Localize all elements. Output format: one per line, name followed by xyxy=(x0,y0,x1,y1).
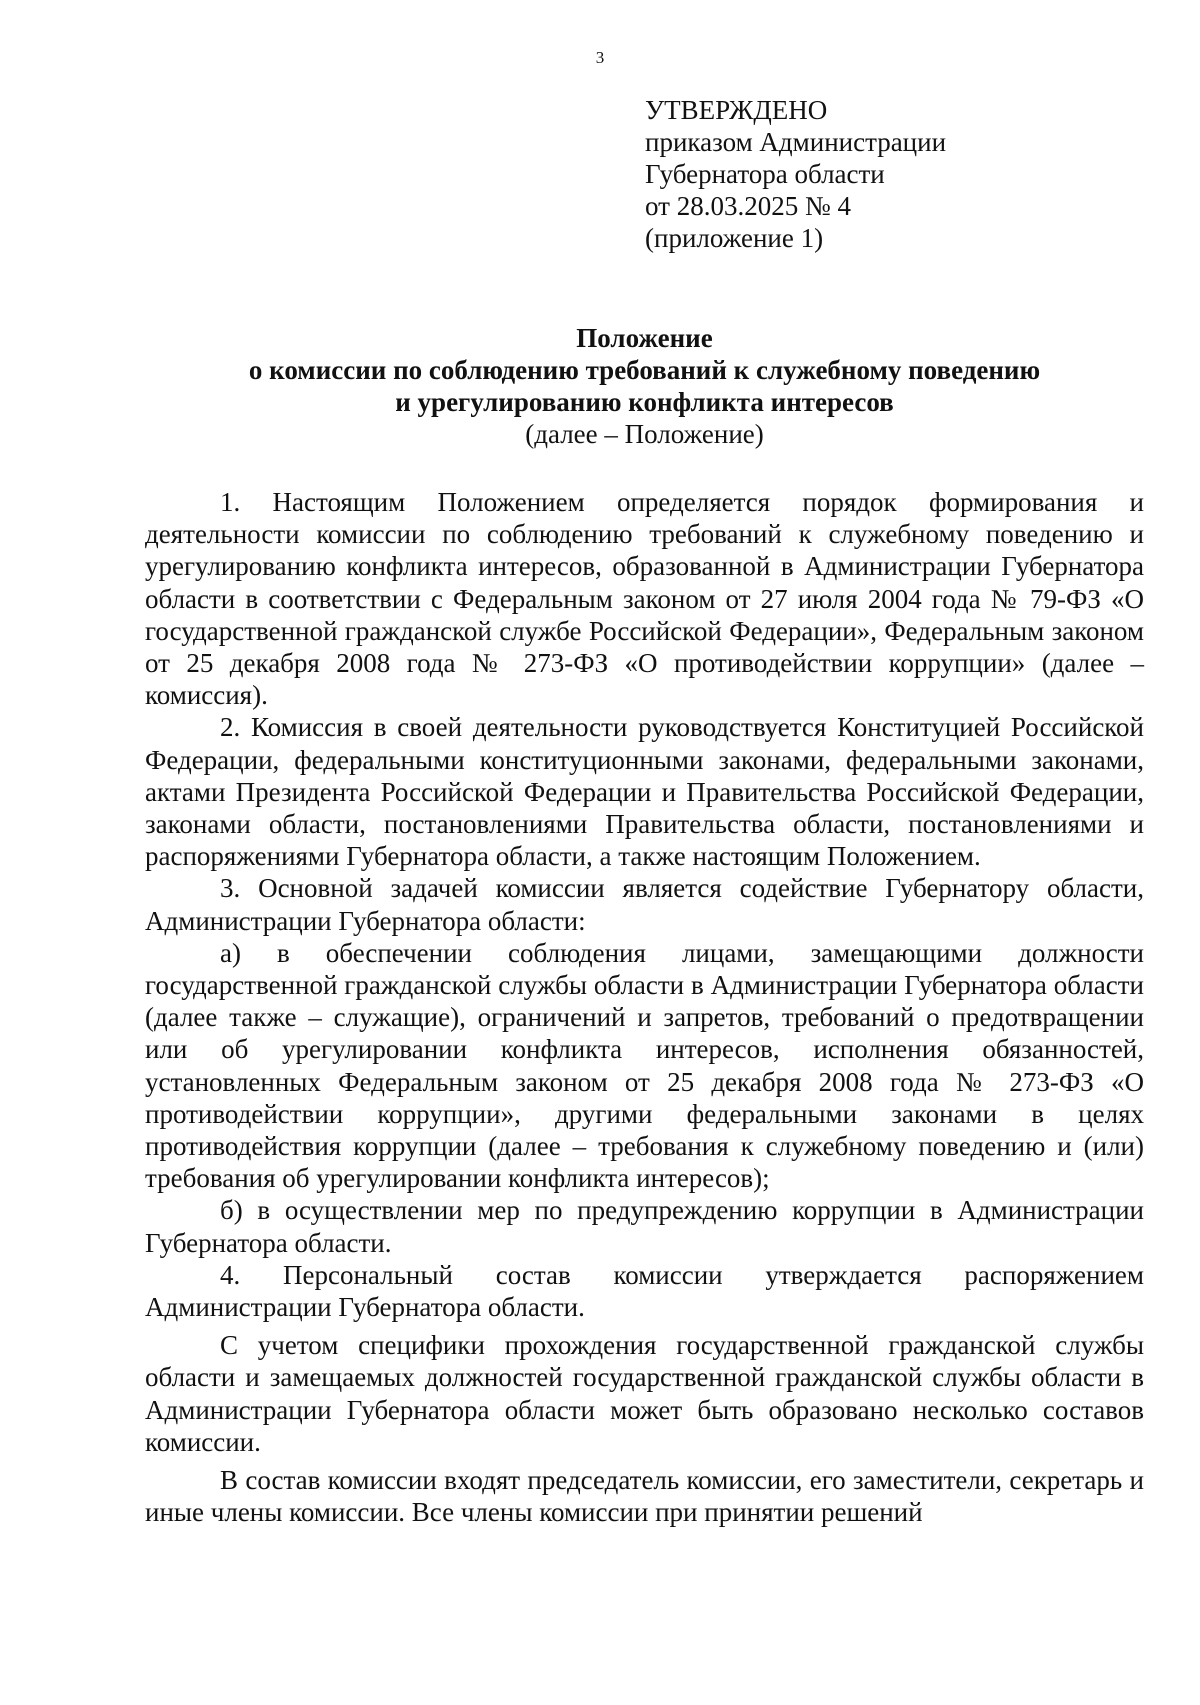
approval-date-number: от 28.03.2025 № 4 xyxy=(645,191,851,221)
approval-authority-line: Губернатора области xyxy=(645,159,885,189)
document-subtitle-line-1: о комиссии по соблюдению требований к служебному поведению xyxy=(248,355,1041,385)
page-number: 3 xyxy=(595,48,605,67)
paragraph-3a: а) в обеспечении соблюдения лицами, замещающими должности государственной гражданской службы области в Администрации Губернатора области (далее также – служащие), ограничений и запретов, требований о предотвращении или об урегулировании конфликта интересов, исполнения обязанностей, установленных Федеральным законом от 25 декабря 2008 года № 273-ФЗ «О противодействии коррупции», другими федеральными законами в целях противодействия коррупции (далее – требования к служебному поведению и (или) требования об урегулировании конфликта интересов); xyxy=(145,937,1144,1194)
paragraph-3b: б) в осуществлении мер по предупреждению коррупции в Администрации Губернатора области. xyxy=(145,1195,1144,1258)
document-title-block xyxy=(145,322,1144,450)
document-title: Положение xyxy=(576,323,713,353)
paragraph-1: 1. Настоящим Положением определяется порядок формирования и деятельности комиссии по соблюдению требований к служебному поведению и урегулированию конфликта интересов, образованной в Администрации Губернатора области в соответствии с Федеральным законом от 27 июля 2004 года № 79-ФЗ «О государственной гражданской службе Российской Федерации», Федеральным законом от 25 декабря 2008 года № 273-ФЗ «О противодействии коррупции» (далее – комиссия). xyxy=(145,487,1144,711)
document-short-name: (далее – Положение) xyxy=(525,419,764,449)
paragraph-3: 3. Основной задачей комиссии является содействие Губернатору области, Администрации Губернатора области: xyxy=(145,873,1144,936)
paragraph-4-composition-variants: С учетом специфики прохождения государственной гражданской службы области и замещаемых должностей государственной гражданской службы области в Администрации Губернатора области может быть образовано несколько составов комиссии. xyxy=(145,1330,1144,1457)
approval-appendix-note: (приложение 1) xyxy=(645,223,824,253)
approval-heading: УТВЕРЖДЕНО xyxy=(645,95,828,125)
document-subtitle-line-2: и урегулированию конфликта интересов xyxy=(395,387,894,417)
paragraph-4-members: В состав комиссии входят председатель комиссии, его заместители, секретарь и иные члены комиссии. Все члены комиссии при принятии решений xyxy=(145,1465,1144,1528)
approval-order-line: приказом Администрации xyxy=(645,127,947,157)
document-body xyxy=(145,486,1144,1529)
approval-stamp-block xyxy=(645,94,1165,254)
paragraph-2: 2. Комиссия в своей деятельности руководствуется Конституцией Российской Федерации, федеральными конституционными законами, федеральными законами, актами Президента Российской Федерации и Правительства Российской Федерации, законами области, постановлениями Правительства области, постановлениями и распоряжениями Губернатора области, а также настоящим Положением. xyxy=(145,712,1144,872)
paragraph-4: 4. Персональный состав комиссии утверждается распоряжением Администрации Губернатора области. xyxy=(145,1259,1144,1323)
